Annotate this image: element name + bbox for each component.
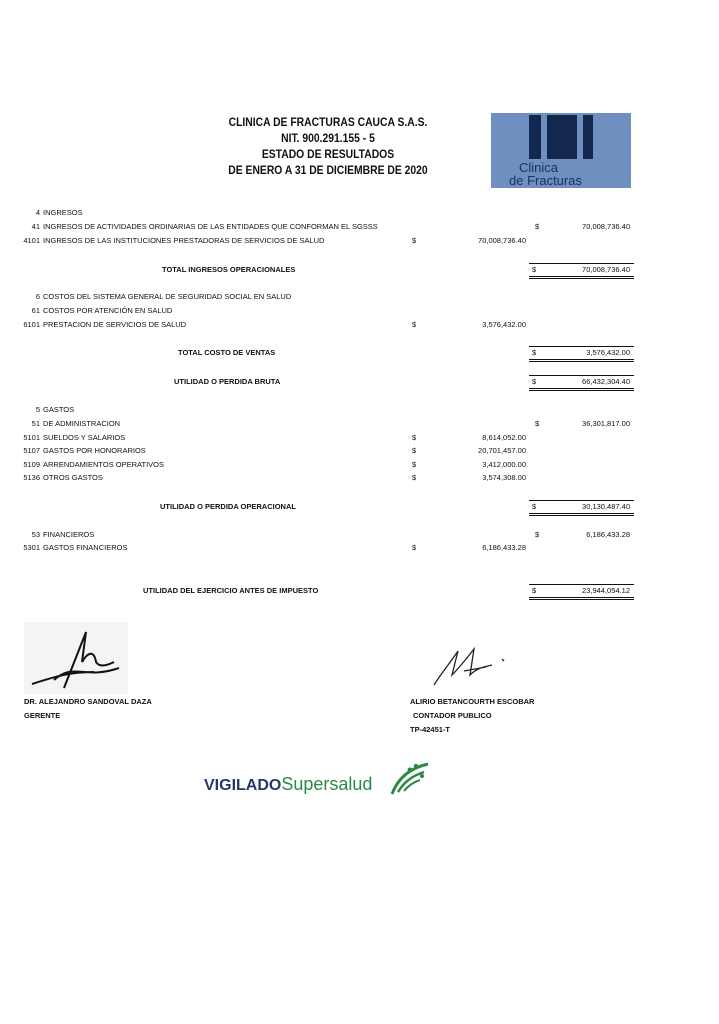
currency-symbol: $ bbox=[535, 222, 540, 231]
line-code: 5136 bbox=[23, 473, 40, 482]
left-signer-name: DR. ALEJANDRO SANDOVAL DAZA bbox=[24, 697, 152, 706]
supersalud-text: Supersalud bbox=[281, 774, 373, 794]
currency-symbol: $ bbox=[412, 433, 417, 442]
clinic-logo bbox=[491, 113, 631, 188]
currency-symbol: $ bbox=[532, 586, 537, 595]
total-box bbox=[529, 346, 634, 362]
line-code: 61 bbox=[31, 306, 40, 315]
report-period: DE ENERO A 31 DE DICIEMBRE DE 2020 bbox=[228, 165, 428, 177]
currency-symbol: $ bbox=[412, 236, 417, 245]
line-code: 41 bbox=[31, 222, 40, 231]
right-signer-role: CONTADOR PUBLICO bbox=[413, 711, 492, 720]
total-amount: 3,576,432.00 bbox=[586, 348, 630, 357]
line-label: PRESTACION DE SERVICIOS DE SALUD bbox=[43, 320, 187, 329]
currency-symbol: $ bbox=[532, 377, 537, 386]
line-label: ARRENDAMIENTOS OPERATIVOS bbox=[43, 460, 164, 469]
line-amount: 3,576,432.00 bbox=[482, 320, 526, 329]
currency-symbol: $ bbox=[532, 348, 537, 357]
line-amount: 20,701,457.00 bbox=[478, 446, 526, 455]
currency-symbol: $ bbox=[412, 543, 417, 552]
line-label: DE ADMINISTRACION bbox=[43, 419, 121, 428]
total-box bbox=[529, 500, 634, 516]
signature-left-icon bbox=[24, 622, 128, 694]
line-amount: 6,186,433.28 bbox=[482, 543, 526, 552]
currency-symbol: $ bbox=[412, 460, 417, 469]
currency-symbol: $ bbox=[532, 265, 537, 274]
signature-right-icon bbox=[430, 645, 520, 690]
line-label: FINANCIEROS bbox=[43, 530, 95, 539]
line-amount: 6,186,433.28 bbox=[586, 530, 630, 539]
currency-symbol: $ bbox=[412, 446, 417, 455]
supersalud-logo bbox=[204, 774, 372, 795]
company-nit: NIT. 900.291.155 - 5 bbox=[281, 133, 375, 145]
total-box bbox=[529, 375, 634, 391]
line-amount: 8,614,052.00 bbox=[482, 433, 526, 442]
logo-bar-1 bbox=[529, 115, 541, 159]
company-name: CLINICA DE FRACTURAS CAUCA S.A.S. bbox=[228, 117, 428, 129]
total-box bbox=[529, 584, 634, 600]
total-label: UTILIDAD DEL EJERCICIO ANTES DE IMPUESTO bbox=[143, 586, 319, 595]
currency-symbol: $ bbox=[412, 473, 417, 482]
total-amount: 30,130,487.40 bbox=[582, 502, 630, 511]
currency-symbol: $ bbox=[532, 502, 537, 511]
right-signer-name: ALIRIO BETANCOURTH ESCOBAR bbox=[410, 697, 535, 706]
total-label: UTILIDAD O PERDIDA OPERACIONAL bbox=[160, 502, 296, 511]
line-label: COSTOS POR ATENCIÓN EN SALUD bbox=[43, 306, 173, 315]
line-label: INGRESOS DE LAS INSTITUCIONES PRESTADORAS DE SERVICIOS DE SALUD bbox=[43, 236, 325, 245]
currency-symbol: $ bbox=[535, 419, 540, 428]
line-label: OTROS GASTOS bbox=[43, 473, 103, 482]
right-signer-tp: TP-42451-T bbox=[410, 725, 451, 734]
total-label: UTILIDAD O PERDIDA BRUTA bbox=[174, 377, 281, 386]
line-amount: 3,574,308.00 bbox=[482, 473, 526, 482]
line-code: 6 bbox=[35, 292, 40, 301]
left-signer-role: GERENTE bbox=[24, 711, 61, 720]
total-label: TOTAL INGRESOS OPERACIONALES bbox=[162, 265, 296, 274]
total-amount: 66,432,304.40 bbox=[582, 377, 630, 386]
line-code: 5101 bbox=[23, 433, 40, 442]
line-label: GASTOS POR HONORARIOS bbox=[43, 446, 146, 455]
line-code: 51 bbox=[31, 419, 40, 428]
currency-symbol: $ bbox=[535, 530, 540, 539]
line-amount: 70,008,736.40 bbox=[478, 236, 526, 245]
logo-bar-2 bbox=[547, 115, 577, 159]
report-title: ESTADO DE RESULTADOS bbox=[261, 149, 395, 161]
logo-bar-3 bbox=[583, 115, 593, 159]
logo-text-line1: Clinica bbox=[519, 160, 559, 175]
line-amount: 36,301,817.00 bbox=[582, 419, 630, 428]
vigilado-text: VIGILADO bbox=[204, 777, 282, 794]
line-code: 4 bbox=[35, 208, 40, 217]
line-code: 53 bbox=[31, 530, 40, 539]
line-label: COSTOS DEL SISTEMA GENERAL DE SEGURIDAD SOCIAL EN SALUD bbox=[43, 292, 292, 301]
line-code: 5 bbox=[35, 405, 40, 414]
total-box bbox=[529, 263, 634, 279]
line-label: GASTOS FINANCIEROS bbox=[43, 543, 128, 552]
logo-text-line2: de Fracturas bbox=[509, 173, 582, 188]
line-code: 4101 bbox=[23, 236, 40, 245]
line-amount: 70,008,736.40 bbox=[582, 222, 630, 231]
line-code: 6101 bbox=[23, 320, 40, 329]
line-code: 5109 bbox=[23, 460, 40, 469]
line-amount: 3,412,000.00 bbox=[482, 460, 526, 469]
total-label: TOTAL COSTO DE VENTAS bbox=[178, 348, 276, 357]
line-label: INGRESOS bbox=[43, 208, 83, 217]
line-label: GASTOS bbox=[43, 405, 75, 414]
total-amount: 23,944,054.12 bbox=[582, 586, 630, 595]
currency-symbol: $ bbox=[412, 320, 417, 329]
line-code: 5301 bbox=[23, 543, 40, 552]
supersalud-emblem-icon bbox=[388, 758, 432, 798]
line-label: SUELDOS Y SALARIOS bbox=[43, 433, 126, 442]
line-code: 5107 bbox=[23, 446, 40, 455]
total-amount: 70,008,736.40 bbox=[582, 265, 630, 274]
line-label: INGRESOS DE ACTIVIDADES ORDINARIAS DE LAS ENTIDADES QUE CONFORMAN EL SGSSS bbox=[43, 222, 378, 231]
